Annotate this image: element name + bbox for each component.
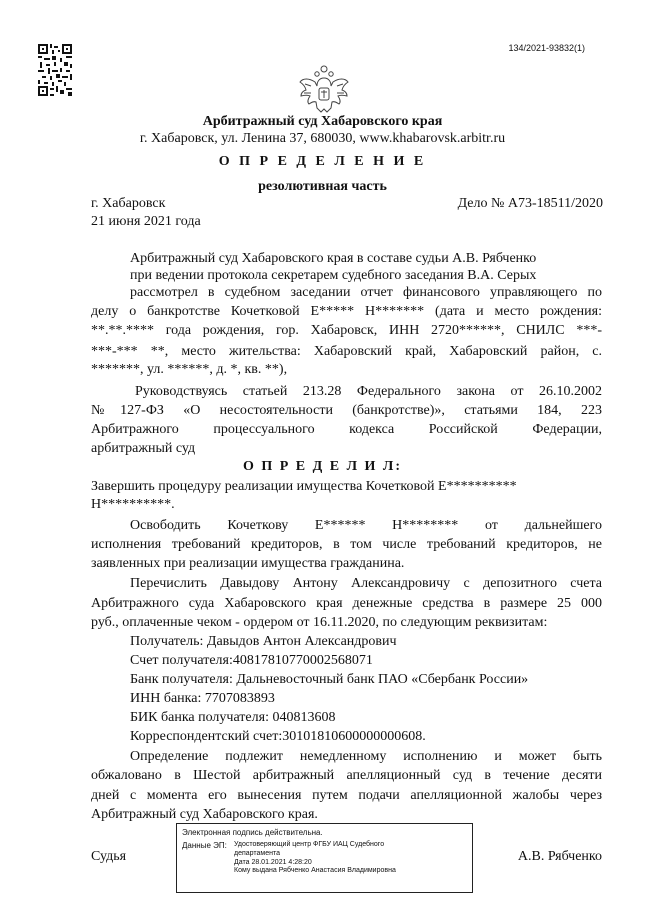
stamp-value: департамента: [234, 849, 281, 857]
stamp-value: Дата 28.01.2021 4:28:20: [234, 858, 312, 866]
appeal-line: дней с момента его вынесения путем подачи апелляционной жалобы через: [91, 788, 602, 803]
stamp-title: Электронная подпись действительна.: [182, 828, 323, 837]
judge-label: Судья: [91, 849, 127, 864]
requisite-inn: ИНН банка: 7707083893: [130, 691, 275, 706]
intro-line: Арбитражный суд Хабаровского края в составе судьи А.В. Рябченко: [130, 251, 537, 266]
requisite-bik: БИК банка получателя: 040813608: [130, 710, 336, 725]
ruling-release-line: заявленных при реализации имущества гражданина.: [91, 556, 405, 571]
electronic-signature-stamp: [176, 823, 473, 893]
ruling-release-line: исполнения требований кредиторов, в том числе требований кредиторов, не: [91, 537, 602, 552]
ruling-complete-line: Завершить процедуру реализации имущества Кочетковой Е**********: [91, 479, 517, 494]
stamp-label: Данные ЭП:: [182, 841, 227, 850]
intro-line: делу о банкротстве Кочетковой Е***** Н******* (дата и место рождения:: [91, 304, 602, 319]
document-subtitle: резолютивная часть: [258, 179, 387, 194]
case-number: Дело № А73-18511/2020: [457, 196, 603, 211]
city: г. Хабаровск: [91, 196, 166, 211]
ruling-transfer-line: Перечислить Давыдову Антону Александровичу с депозитного счета: [130, 576, 602, 591]
stamp-value: Кому выдана Рябченко Анастасия Владимировна: [234, 867, 396, 875]
basis-line: Руководствуясь статьей 213.28 Федерального закона от 26.10.2002: [135, 384, 602, 399]
intro-line: **.**.**** года рождения, гор. Хабаровск, ИНН 2720******, СНИЛС ***-: [91, 323, 602, 338]
ruling-transfer-line: руб., оплаченные чеком - ордером от 16.11.2020, по следующим реквизитам:: [91, 615, 548, 630]
qr-code-icon: [38, 44, 72, 96]
ruling-complete-line: Н**********.: [91, 497, 175, 512]
requisite-corr-account: Корреспондентский счет:30101810600000000608.: [130, 729, 426, 744]
document-number: 134/2021-93832(1): [508, 43, 585, 53]
document-title: О П Р Е Д Е Л Е Н И Е: [218, 154, 427, 169]
court-address: г. Хабаровск, ул. Ленина 37, 680030, www.khabarovsk.arbitr.ru: [139, 131, 506, 146]
basis-line: №127-ФЗ «О несостоятельности (банкротстве)», статьями 184, 223: [91, 403, 602, 418]
requisite-bank: Банк получателя: Дальневосточный банк ПАО «Сбербанк России»: [130, 672, 529, 687]
coat-of-arms-icon: [297, 64, 351, 116]
ruling-transfer-line: Арбитражного суда Хабаровского края денежные средства в размере 25 000: [91, 596, 602, 611]
date: 21 июня 2021 года: [91, 214, 201, 229]
appeal-line: обжаловано в Шестой арбитражный апелляционный суд в течение десяти: [91, 768, 602, 783]
intro-line: *******, ул. ******, д. *, кв. **),: [91, 362, 288, 377]
judge-name: А.В. Рябченко: [517, 849, 602, 864]
appeal-line: Арбитражный суд Хабаровского края.: [91, 807, 318, 822]
requisite-recipient: Получатель: Давыдов Антон Александрович: [130, 634, 397, 649]
ruling-heading: О П Р Е Д Е Л И Л:: [242, 459, 403, 474]
requisite-account: Счет получателя:40817810770002568071: [130, 653, 373, 668]
court-name: Арбитражный суд Хабаровского края: [202, 114, 443, 129]
basis-line: Арбитражного процессуального кодекса Российской Федерации,: [91, 422, 602, 437]
appeal-line: Определение подлежит немедленному исполнению и может быть: [130, 749, 602, 764]
stamp-value: Удостоверяющий центр ФГБУ ИАЦ Судебного: [234, 841, 385, 848]
intro-line: при ведении протокола секретарем судебного заседания В.А. Серых: [130, 268, 537, 283]
intro-line: рассмотрел в судебном заседании отчет финансового управляющего по: [130, 285, 602, 300]
intro-line: ***-*** **, место жительства: Хабаровский край, Хабаровский район, с.: [91, 344, 602, 359]
ruling-release-line: Освободить Кочеткову Е****** Н******** от дальнейшего: [130, 518, 602, 533]
basis-line: арбитражный суд: [91, 441, 196, 456]
